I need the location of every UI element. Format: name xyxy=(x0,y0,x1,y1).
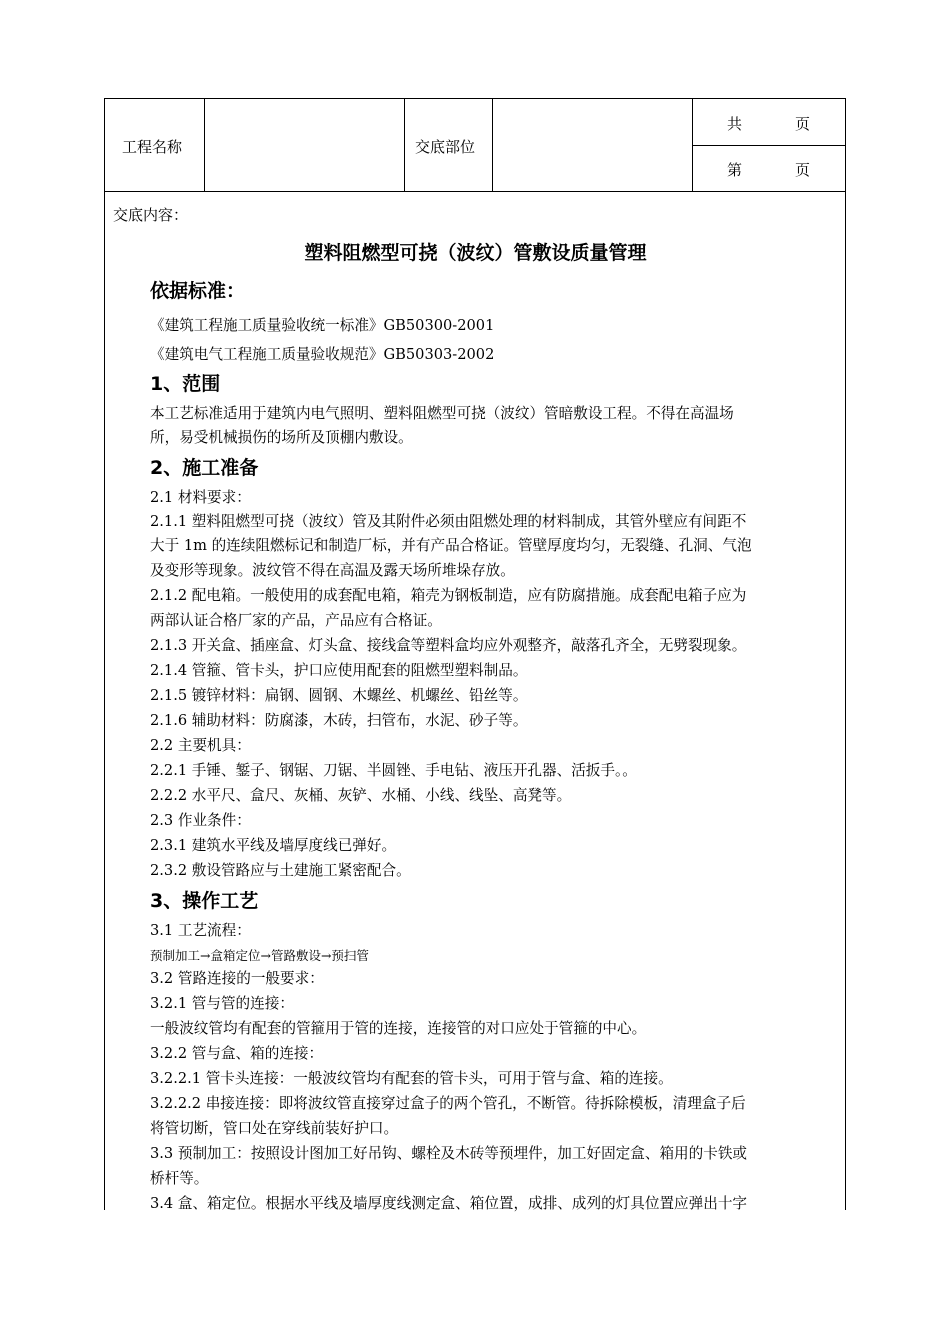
standards-heading: 依据标准： xyxy=(150,280,246,302)
paragraph-line: 所，易受机械损伤的场所及顶棚内敷设。 xyxy=(150,429,413,446)
section-2-heading: 2、施工准备 xyxy=(150,457,259,479)
paragraph-line: 大于 1m 的连续阻燃标记和制造厂标，并有产品合格证。管壁厚度均匀，无裂缝、孔洞、气泡 xyxy=(150,537,752,554)
paragraph-line: 3.2.2 管与盒、箱的连接： xyxy=(150,1045,324,1062)
page-no-char1: 第 xyxy=(727,161,743,179)
paragraph-line: 2.1 材料要求： xyxy=(150,489,251,506)
paragraph-line: 2.1.1 塑料阻燃型可挠（波纹）管及其附件必须由阻燃处理的材料制成，其管外壁应有间距不 xyxy=(150,513,747,530)
paragraph-line: 2.1.6 辅助材料：防腐漆，木砖，扫管布，水泥、砂子等。 xyxy=(150,712,528,729)
paragraph-line: 3.2.2.1 管卡头连接：一般波纹管均有配套的管卡头，可用于管与盒、箱的连接。 xyxy=(150,1070,673,1087)
header-divider-2 xyxy=(404,98,405,191)
content-label: 交底内容： xyxy=(113,206,189,224)
section-1-heading: 1、范围 xyxy=(150,373,221,395)
paragraph-line: 及变形等现象。波纹管不得在高温及露天场所堆垛存放。 xyxy=(150,562,515,579)
header-divider-3 xyxy=(492,98,493,191)
paragraph-line: 2.2.1 手锤、錾子、钢锯、刀锯、半圆锉、手电钻、液压开孔器、活扳手。。 xyxy=(150,762,637,779)
paragraph-line: 桥杆等。 xyxy=(150,1170,209,1187)
paragraph-line: 2.3.2 敷设管路应与土建施工紧密配合。 xyxy=(150,862,411,879)
paragraph-line: 本工艺标准适用于建筑内电气照明、塑料阻燃型可挠（波纹）管暗敷设工程。不得在高温场 xyxy=(150,405,734,422)
process-flow: 预制加工→盒箱定位→管路敷设→预扫管 xyxy=(150,948,369,963)
total-pages-char1: 共 xyxy=(727,115,743,133)
paragraph-line: 3.2.2.2 串接连接：即将波纹管直接穿过盒子的两个管孔，不断管。待拆除模板，清理盒子后 xyxy=(150,1095,746,1112)
location-label: 交底部位 xyxy=(415,138,476,156)
paragraph-line: 2.1.3 开关盒、插座盒、灯头盒、接线盒等塑料盒均应外观整齐，敲落孔齐全，无劈裂现象。 xyxy=(150,637,747,654)
page-no-char2: 页 xyxy=(795,161,811,179)
total-pages-char2: 页 xyxy=(795,115,811,133)
paragraph-line: 3.2 管路连接的一般要求： xyxy=(150,970,324,987)
paragraph-line: 2.1.5 镀锌材料：扁钢、圆钢、木螺丝、机螺丝、铅丝等。 xyxy=(150,687,528,704)
paragraph-line: 2.2.2 水平尺、盒尺、灰桶、灰铲、水桶、小线、线坠、高凳等。 xyxy=(150,787,572,804)
paragraph-line: 一般波纹管均有配套的管箍用于管的连接，连接管的对口应处于管箍的中心。 xyxy=(150,1020,647,1037)
paragraph-line: 3.1 工艺流程： xyxy=(150,922,251,939)
header-page-split xyxy=(692,145,845,146)
header-bottom-border xyxy=(104,191,846,192)
paragraph-line: 2.3 作业条件： xyxy=(150,812,251,829)
section-3-heading: 3、操作工艺 xyxy=(150,890,259,912)
paragraph-line: 2.3.1 建筑水平线及墙厚度线已弹好。 xyxy=(150,837,397,854)
standard-2: 《建筑电气工程施工质量验收规范》GB50303-2002 xyxy=(150,346,495,363)
paragraph-line: 将管切断，管口处在穿线前装好护口。 xyxy=(150,1120,399,1137)
document-title: 塑料阻燃型可挠（波纹）管敷设质量管理 xyxy=(304,242,647,264)
header-divider-1 xyxy=(204,98,205,191)
paragraph-line: 3.2.1 管与管的连接： xyxy=(150,995,294,1012)
paragraph-line: 2.1.4 管箍、管卡头，护口应使用配套的阻燃型塑料制品。 xyxy=(150,662,528,679)
paragraph-line: 两部认证合格厂家的产品，产品应有合格证。 xyxy=(150,612,442,629)
paragraph-line: 2.2 主要机具： xyxy=(150,737,251,754)
paragraph-line: 3.3 预制加工：按照设计图加工好吊钩、螺栓及木砖等预埋件，加工好固定盒、箱用的卡铁或 xyxy=(150,1145,748,1162)
project-name-label: 工程名称 xyxy=(122,138,183,156)
paragraph-line: 2.1.2 配电箱。一般使用的成套配电箱，箱壳为钢板制造，应有防腐措施。成套配电箱子应为 xyxy=(150,587,747,604)
paragraph-line: 3.4 盒、箱定位。根据水平线及墙厚度线测定盒、箱位置，成排、成列的灯具位置应弹出十字 xyxy=(150,1195,748,1212)
standard-1: 《建筑工程施工质量验收统一标准》GB50300-2001 xyxy=(150,317,495,334)
